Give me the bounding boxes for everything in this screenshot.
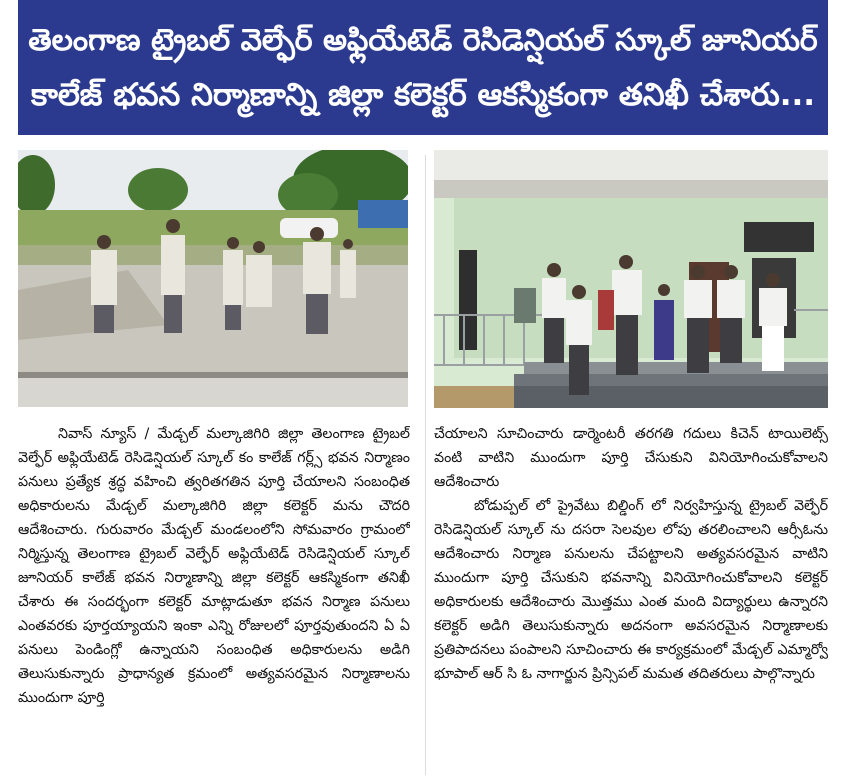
headline-line-1: తెలంగాణ ట్రైబల్ వెల్ఫేర్ అఫ్లియేటెడ్ రెసిడెన్షియల్ స్కూల్ జూనియర్ (28, 22, 818, 58)
article-right-column (434, 422, 828, 778)
headline-banner (18, 0, 828, 135)
site-inspection-photo (18, 150, 408, 407)
article-paragraph: నివాస్ న్యూస్ / మేడ్చల్ మల్కాజిగిరి జిల్లా తెలంగాణ ట్రైబల్ వెల్ఫేర్ అఫ్లియేటెడ్ రెసిడెన్షియల్ స్కూల్ కం కాలేజ్ గర్ల్స్ భవన నిర్మాణం పనులు ప్రత్యేక శ్రద్ధ వహించి త్వరితగతిన పూర్తి చేయాలని సంబంధిత అధికారులను మేడ్చల్ మల్కాజిగిరి జిల్లా కలెక్టర్ మను చౌదరి ఆదేశించారు. గురువారం మేడ్చల్ మండలంలోని సోమవారం గ్రామంలో నిర్మిస్తున్న తెలంగాణ ట్రైబల్ వెల్ఫేర్ అఫ్లియేటెడ్ రెసిడెన్షియల్ స్కూల్ జూనియర్ కాలేజ్ భవన నిర్మాణాన్ని జిల్లా కలెక్టర్ ఆకస్మికంగా తనిఖీ చేశారు ఈ సందర్భంగా కలెక్టర్ మాట్లాడుతూ భవన నిర్మాణ పనులు ఎంతవరకు పూర్తయ్యాయని ఇంకా ఎన్ని రోజులలో పూర్తవుతుందని ఏ ఏ పనులు పెండింగ్లో ఉన్నాయని సంబంధిత అధికారులను అడిగి తెలుసుకున్నారు ప్రాధాన్యత క్రమంలో అత్యవసరమైన నిర్మాణాలను ముందుగా పూర్తి (18, 426, 410, 706)
building-steps-photo (434, 150, 828, 408)
article-paragraph: చేయాలని సూచించారు డార్మెంటరీ తరగతి గదులు కిచెన్ టాయిలెట్స్ వంటి వాటిని ముందుగా పూర్తి చేసుకుని వినియోగించుకోవాలని ఆదేశించారు (434, 426, 828, 490)
column-divider (425, 155, 426, 775)
article-paragraph: బోడుప్పల్ లో ప్రైవేటు బిల్డింగ్ లో నిర్వహిస్తున్న ట్రైబల్ వెల్ఫేర్ రెసిడెన్షియల్ స్కూల్ ను దసరా సెలవుల లోపు తరలించాలని ఆర్సీఓను ఆదేశించారు నిర్మాణ పనులను చేపట్టాలని అత్యవసరమైన వాటిని ముందుగా పూర్తి చేసుకుని భవనాన్ని వినియోగించుకోవాలని కలెక్టర్ అధికారులకు ఆదేశించారు మొత్తము ఎంత మంది విద్యార్థులు ఉన్నారని కలెక్టర్ అడిగి తెలుసుకున్నారు అదనంగా అవసరమైన నిర్మాణాలకు ప్రతిపాదనలు పంపాలని సూచించారు ఈ కార్యక్రమంలో మేడ్చల్ ఎమ్మార్వో భూపాల్ ఆర్ సి ఓ నాగార్జున ప్రిన్సిపల్ మమత తదితరులు పాల్గొన్నారు (434, 498, 828, 682)
headline-line-2: కాలేజ్ భవన నిర్మాణాన్ని జిల్లా కలెక్టర్ ఆకస్మికంగా తనిఖీ చేశారు... (30, 76, 816, 113)
article-left-column (18, 422, 410, 778)
